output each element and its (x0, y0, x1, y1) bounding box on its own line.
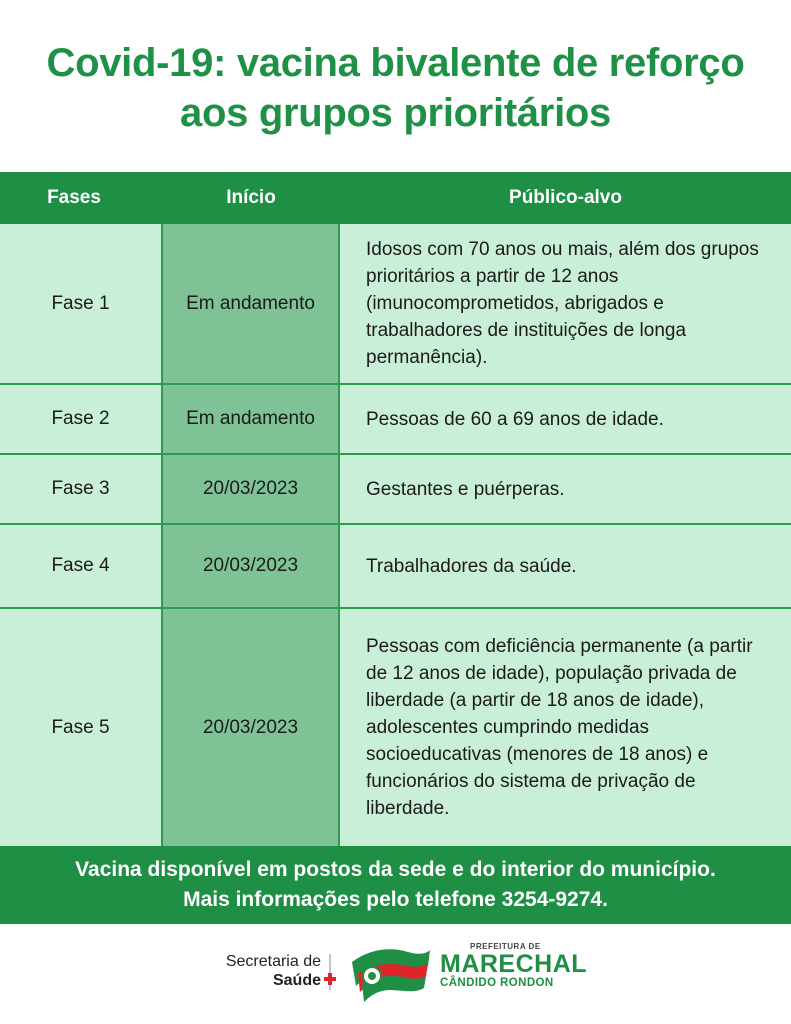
cell-inicio: 20/03/2023 (161, 609, 340, 846)
prefeitura-name: MARECHAL (440, 950, 588, 978)
table-row (0, 525, 791, 609)
info-line-1: Vacina disponível em postos da sede e do interior do município. (75, 858, 716, 881)
cell-inicio: 20/03/2023 (161, 525, 340, 607)
cell-fase: Fase 5 (51, 716, 110, 738)
municipality-flag-icon (348, 942, 432, 1004)
cell-publico: Pessoas com deficiência permanente (a partir de 12 anos de idade), população privada de liberdade (a partir de 18 anos de idade), adolescentes cumprindo medidas socioeducativas (menores de 18 anos) e funcionários do sistema de privação de liberdade. (366, 636, 753, 819)
cell-fase: Fase 3 (51, 478, 110, 499)
secretaria-saude-logo (216, 952, 321, 990)
title-line-1: Covid-19: vacina bivalente de reforço (46, 41, 745, 85)
header-fases: Fases (47, 187, 101, 208)
info-line-2: Mais informações pelo telefone 3254-9274. (183, 888, 608, 911)
cell-publico: Trabalhadores da saúde. (366, 555, 577, 577)
prefeitura-small-label: PREFEITURA DE (470, 942, 541, 951)
header-inicio: Início (226, 187, 276, 208)
info-banner (0, 846, 791, 924)
red-cross-icon (323, 954, 337, 990)
table-row (0, 609, 791, 846)
cell-inicio: Em andamento (161, 224, 340, 383)
cell-inicio: Em andamento (161, 385, 340, 453)
table-row (0, 455, 791, 525)
title-line-2: aos grupos prioritários (180, 91, 611, 135)
cell-publico: Gestantes e puérperas. (366, 478, 565, 500)
page-title (0, 38, 791, 138)
cell-publico: Idosos com 70 anos ou mais, além dos grupos prioritários a partir de 12 anos (imunocomprometidos, abrigados e trabalhadores de instituições de longa permanência). (366, 239, 759, 368)
cell-inicio: 20/03/2023 (161, 455, 340, 523)
cell-publico: Pessoas de 60 a 69 anos de idade. (366, 408, 664, 430)
prefeitura-logo (440, 942, 588, 989)
table-row (0, 224, 791, 385)
header-publico-alvo: Público-alvo (509, 187, 622, 208)
cell-fase: Fase 1 (51, 292, 110, 314)
phases-table (0, 172, 791, 846)
logos-bar (0, 930, 791, 1024)
table-header (0, 172, 791, 224)
saude-label: Saúde (272, 972, 321, 989)
secretaria-label: Secretaria de (225, 953, 321, 970)
cell-fase: Fase 4 (51, 555, 110, 576)
prefeitura-subname: CÂNDIDO RONDON (440, 977, 554, 989)
cell-fase: Fase 2 (51, 408, 110, 429)
table-row (0, 385, 791, 455)
